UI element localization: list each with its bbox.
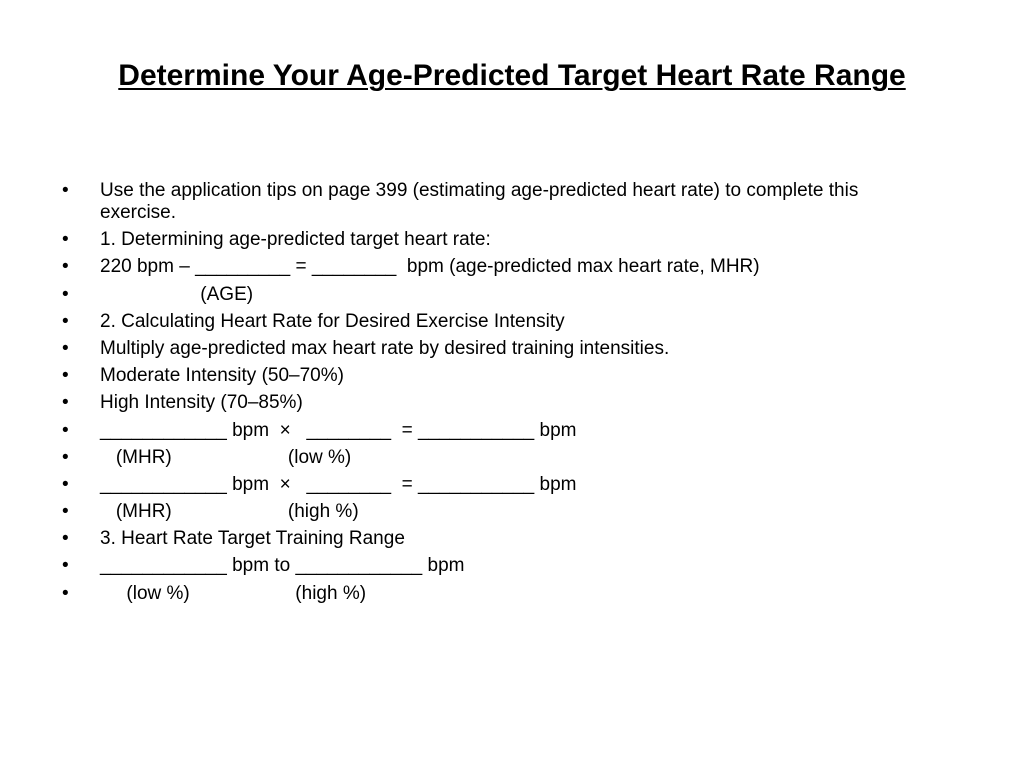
bullet-item	[62, 555, 962, 577]
bullet-text: (MHR) (low %)	[100, 446, 352, 468]
bullet-text: High Intensity (70–85%)	[100, 392, 303, 414]
bullet-item	[62, 311, 962, 333]
bullet-marker: •	[62, 473, 69, 495]
bullet-text: (MHR) (high %)	[100, 501, 359, 523]
bullet-item	[62, 365, 962, 387]
bullet-marker: •	[62, 501, 69, 523]
bullet-item	[62, 420, 962, 442]
bullet-item	[62, 256, 962, 278]
bullet-marker: •	[62, 229, 69, 251]
bullet-item	[62, 583, 962, 605]
bullet-marker: •	[62, 337, 69, 359]
slide-title: Determine Your Age-Predicted Target Heart Rate Range	[118, 59, 906, 92]
bullet-text: ____________ bpm × ________ = ___________ bpm	[100, 473, 577, 495]
bullet-text: (low %) (high %)	[100, 582, 367, 604]
bullet-item	[62, 229, 962, 251]
bullet-text: Multiply age-predicted max heart rate by desired training intensities.	[100, 337, 670, 359]
bullet-marker: •	[62, 446, 69, 468]
bullet-text: Moderate Intensity (50–70%)	[100, 365, 344, 387]
bullet-marker: •	[62, 283, 69, 305]
bullet-marker: •	[62, 392, 69, 414]
bullet-marker: •	[62, 180, 69, 201]
bullet-list	[62, 180, 962, 610]
bullet-marker: •	[62, 256, 69, 278]
bullet-text: Use the application tips on page 399 (estimating age-predicted heart rate) to complete this exercise.	[100, 180, 859, 223]
bullet-marker: •	[62, 419, 69, 441]
bullet-item	[62, 501, 962, 523]
bullet-text: 2. Calculating Heart Rate for Desired Exercise Intensity	[100, 310, 565, 332]
bullet-text: 220 bpm – _________ = ________ bpm (age-predicted max heart rate, MHR)	[100, 256, 760, 278]
bullet-item	[62, 474, 962, 496]
bullet-marker: •	[62, 528, 69, 550]
bullet-marker: •	[62, 365, 69, 387]
bullet-text: (AGE)	[100, 283, 254, 305]
bullet-item	[62, 528, 962, 550]
bullet-text: ____________ bpm to ____________ bpm	[100, 555, 465, 577]
bullet-text: ____________ bpm × ________ = ___________ bpm	[100, 419, 577, 441]
bullet-marker: •	[62, 582, 69, 604]
bullet-item	[62, 392, 962, 414]
bullet-text: 1. Determining age-predicted target heart rate:	[100, 229, 491, 251]
bullet-marker: •	[62, 555, 69, 577]
bullet-item	[62, 447, 962, 469]
bullet-marker: •	[62, 310, 69, 332]
bullet-text: 3. Heart Rate Target Training Range	[100, 528, 405, 550]
bullet-item	[62, 338, 962, 360]
bullet-item	[62, 284, 962, 306]
bullet-item	[62, 180, 962, 224]
